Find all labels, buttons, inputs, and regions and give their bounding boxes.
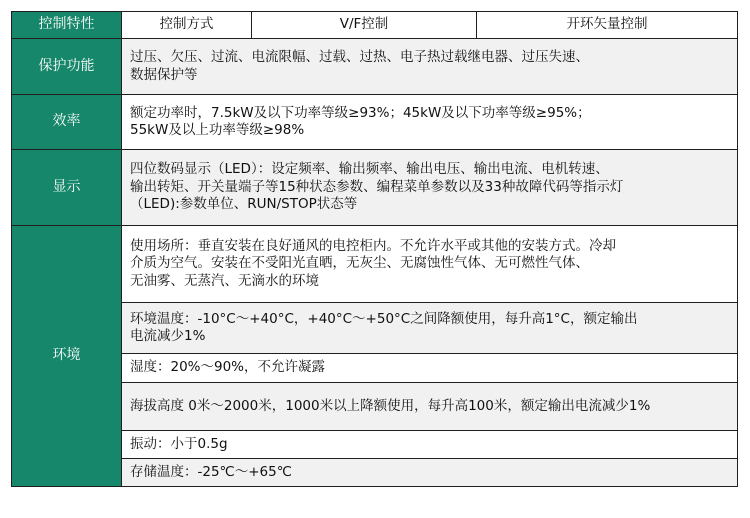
env-place-line: 介质为空气。安装在不受阳光直晒，无灰尘、无腐蚀性气体、无可燃性气体、 (130, 255, 589, 272)
header-open-loop-vector: 开环矢量控制 (477, 12, 738, 39)
env-temperature-line: 电流减少1% (130, 328, 206, 344)
efficiency-label: 效率 (12, 95, 122, 150)
header-label: 控制特性 (12, 12, 122, 39)
display-line: 输出转矩、开关量端子等15种状态参数、编程菜单参数以及33种故障代码等指示灯 (130, 178, 624, 195)
header-vf-control: V/F控制 (252, 12, 477, 39)
env-temperature-value (122, 303, 738, 354)
header-row (12, 12, 738, 39)
efficiency-row (12, 95, 738, 150)
display-label: 显示 (12, 150, 122, 226)
env-storage-value: 存储温度：-25℃～+65℃ (122, 459, 738, 487)
protection-value (122, 39, 738, 95)
env-temperature-line: 环境温度：-10°C～+40°C，+40°C～+50°C之间降额使用，每升高1°C，额定输出 (130, 310, 638, 327)
display-line: （LED):参数单位、RUN/STOP状态等 (130, 196, 358, 213)
env-place-row (12, 226, 738, 303)
efficiency-value (122, 95, 738, 150)
display-line: 四位数码显示（LED）：设定频率、输出频率、输出电压、输出电流、电机转速、 (130, 161, 609, 178)
env-place-value (122, 226, 738, 303)
display-value (122, 150, 738, 226)
env-place-line: 使用场所：垂直安装在良好通风的电控柜内。不允许水平或其他的安装方式。冷却 (130, 237, 616, 254)
display-row (12, 150, 738, 226)
env-place-line: 无油雾、无蒸汽、无滴水的环境 (130, 272, 319, 289)
header-control-mode: 控制方式 (122, 12, 252, 39)
efficiency-line: 55kW及以上功率等级≥98% (130, 122, 305, 138)
env-humidity-value: 湿度：20%～90%，不允许凝露 (122, 354, 738, 383)
env-vibration-value: 振动：小于0.5g (122, 431, 738, 459)
env-altitude-value: 海拔高度 0米～2000米，1000米以上降额使用，每升高100米，额定输出电流减少1% (122, 383, 738, 431)
environment-label: 环境 (12, 226, 122, 487)
protection-line: 过压、欠压、过流、电流限幅、过载、过热、电子热过载继电器、过压失速、 (130, 49, 589, 65)
protection-line: 数据保护等 (130, 66, 198, 83)
protection-label: 保护功能 (12, 39, 122, 95)
efficiency-line: 额定功率时，7.5kW及以下功率等级≥93%；45kW及以下功率等级≥95%； (130, 104, 591, 121)
protection-row (12, 39, 738, 95)
spec-table (11, 11, 738, 487)
